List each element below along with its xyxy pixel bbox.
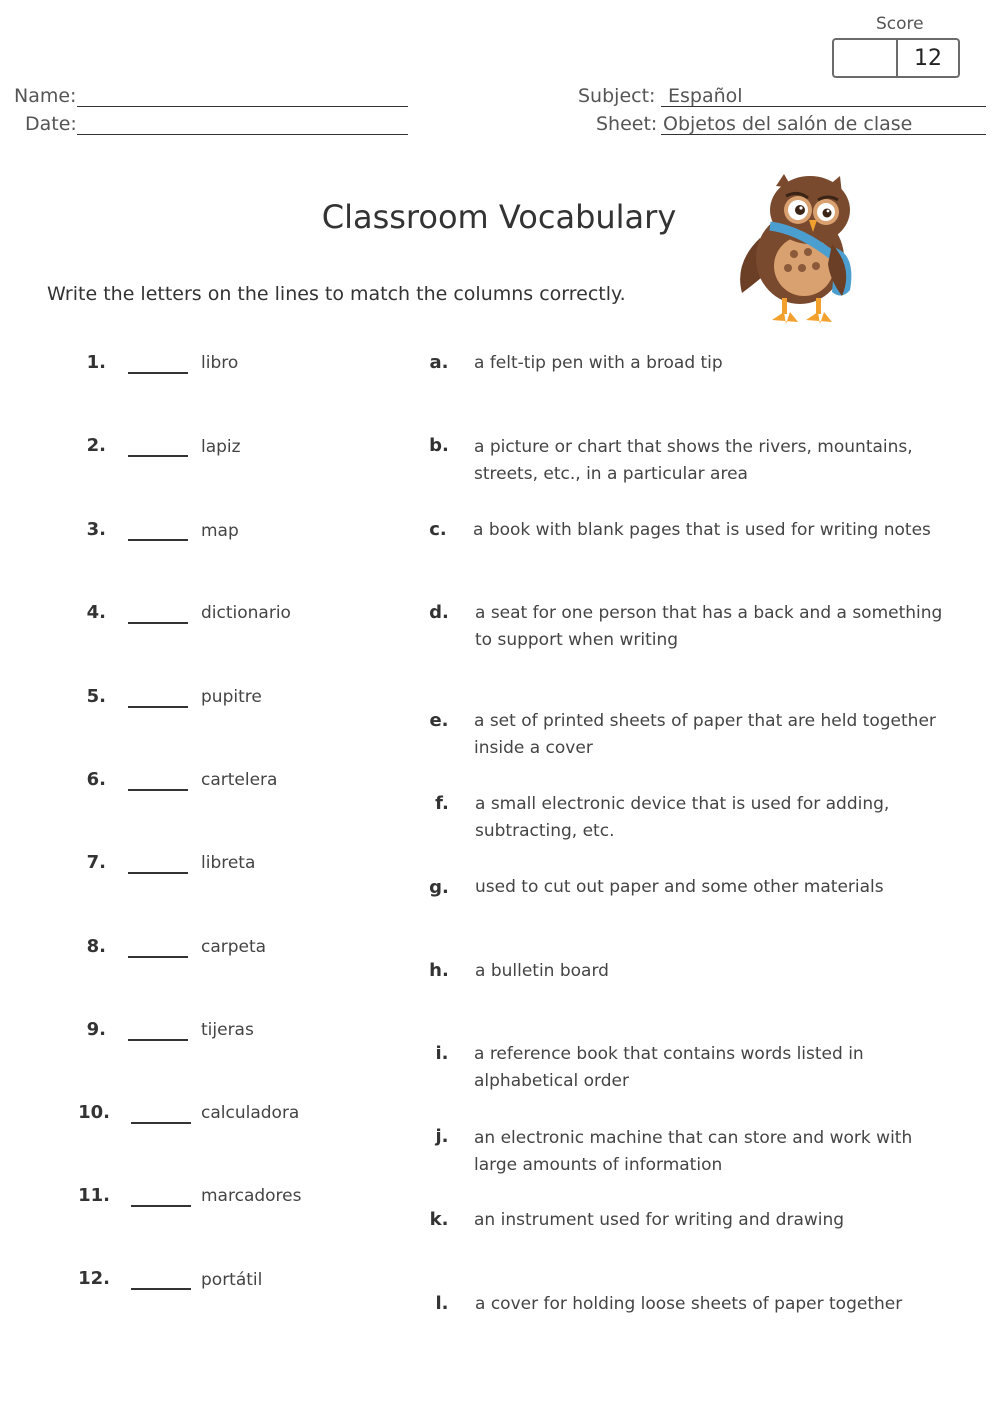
- definition-letter: e.: [429, 710, 449, 731]
- term-number: 3.: [86, 519, 106, 540]
- term-number: 9.: [86, 1019, 106, 1040]
- definition-text: a felt-tip pen with a broad tip: [474, 353, 723, 373]
- answer-blank[interactable]: [128, 455, 188, 457]
- definition-text: a picture or chart that shows the rivers, mountains, streets, etc., in a particular area: [474, 437, 913, 484]
- definition-text: used to cut out paper and some other materials: [475, 877, 884, 897]
- term-number: 7.: [86, 852, 106, 873]
- term-word: calculadora: [201, 1103, 300, 1123]
- answer-blank[interactable]: [128, 539, 188, 541]
- sheet-field[interactable]: [661, 134, 986, 135]
- definition-text: a small electronic device that is used for adding, subtracting, etc.: [475, 794, 890, 841]
- term-number: 1.: [86, 352, 106, 373]
- term-number: 11.: [78, 1185, 110, 1206]
- answer-blank[interactable]: [128, 622, 188, 624]
- term-word: dictionario: [201, 603, 291, 623]
- definition-text: a cover for holding loose sheets of paper together: [475, 1294, 903, 1314]
- term-number: 5.: [86, 686, 106, 707]
- definition-letter: a.: [429, 352, 449, 373]
- owl-illustration: [732, 168, 864, 328]
- term-number: 2.: [86, 435, 106, 456]
- term-word: libreta: [201, 853, 256, 873]
- definition-letter: c.: [429, 519, 447, 540]
- definition-letter: h.: [429, 960, 449, 981]
- page-title-text: Classroom Vocabulary: [321, 198, 677, 236]
- definition-letter: b.: [429, 435, 449, 456]
- term-number: 12.: [78, 1268, 110, 1289]
- definition-letter: d.: [429, 602, 449, 623]
- definition-text: an instrument used for writing and drawing: [474, 1210, 845, 1230]
- term-number: 8.: [86, 936, 106, 957]
- definition-text: a bulletin board: [475, 961, 609, 981]
- definition-letter: l.: [435, 1293, 449, 1314]
- term-word: carpeta: [201, 937, 267, 957]
- subject-field[interactable]: [661, 106, 986, 107]
- answer-blank[interactable]: [131, 1122, 191, 1124]
- term-word: cartelera: [201, 770, 278, 790]
- term-word: marcadores: [201, 1186, 302, 1206]
- term-word: lapiz: [201, 437, 241, 457]
- subject-label: Subject:: [578, 85, 656, 107]
- term-word: libro: [201, 353, 239, 373]
- name-field[interactable]: [77, 106, 408, 107]
- date-field[interactable]: [77, 134, 408, 135]
- definition-text: a seat for one person that has a back and a something to support when writing: [475, 603, 943, 650]
- term-word: map: [201, 521, 239, 541]
- definition-text: a reference book that contains words listed in alphabetical order: [474, 1044, 864, 1091]
- term-number: 10.: [78, 1102, 110, 1123]
- score-box: [832, 38, 960, 78]
- term-number: 4.: [86, 602, 106, 623]
- sheet-label: Sheet:: [596, 113, 658, 135]
- name-label: Name:: [14, 85, 77, 107]
- answer-blank[interactable]: [128, 1039, 188, 1041]
- definition-letter: k.: [429, 1209, 449, 1230]
- sheet-value: Objetos del salón de clase: [663, 113, 913, 135]
- definition-letter: g.: [429, 877, 449, 898]
- term-word: pupitre: [201, 687, 262, 707]
- definition-text: a book with blank pages that is used for writing notes: [473, 520, 931, 540]
- instructions: Write the letters on the lines to match the columns correctly.: [47, 283, 626, 305]
- score-value: 12: [914, 45, 942, 71]
- score-label: Score: [876, 14, 924, 34]
- answer-blank[interactable]: [128, 872, 188, 874]
- term-word: tijeras: [201, 1020, 254, 1040]
- subject-value: Español: [668, 85, 743, 107]
- answer-blank[interactable]: [128, 956, 188, 958]
- definition-text: a set of printed sheets of paper that are held together inside a cover: [474, 711, 936, 758]
- answer-blank[interactable]: [131, 1288, 191, 1290]
- term-number: 6.: [86, 769, 106, 790]
- term-word: portátil: [201, 1270, 263, 1290]
- answer-blank[interactable]: [128, 372, 188, 374]
- answer-blank[interactable]: [131, 1205, 191, 1207]
- answer-blank[interactable]: [128, 789, 188, 791]
- definition-letter: j.: [435, 1126, 449, 1147]
- definition-letter: f.: [435, 793, 449, 814]
- definition-letter: i.: [435, 1043, 449, 1064]
- date-label: Date:: [25, 113, 77, 135]
- answer-blank[interactable]: [128, 706, 188, 708]
- definition-text: an electronic machine that can store and work with large amounts of information: [474, 1128, 913, 1175]
